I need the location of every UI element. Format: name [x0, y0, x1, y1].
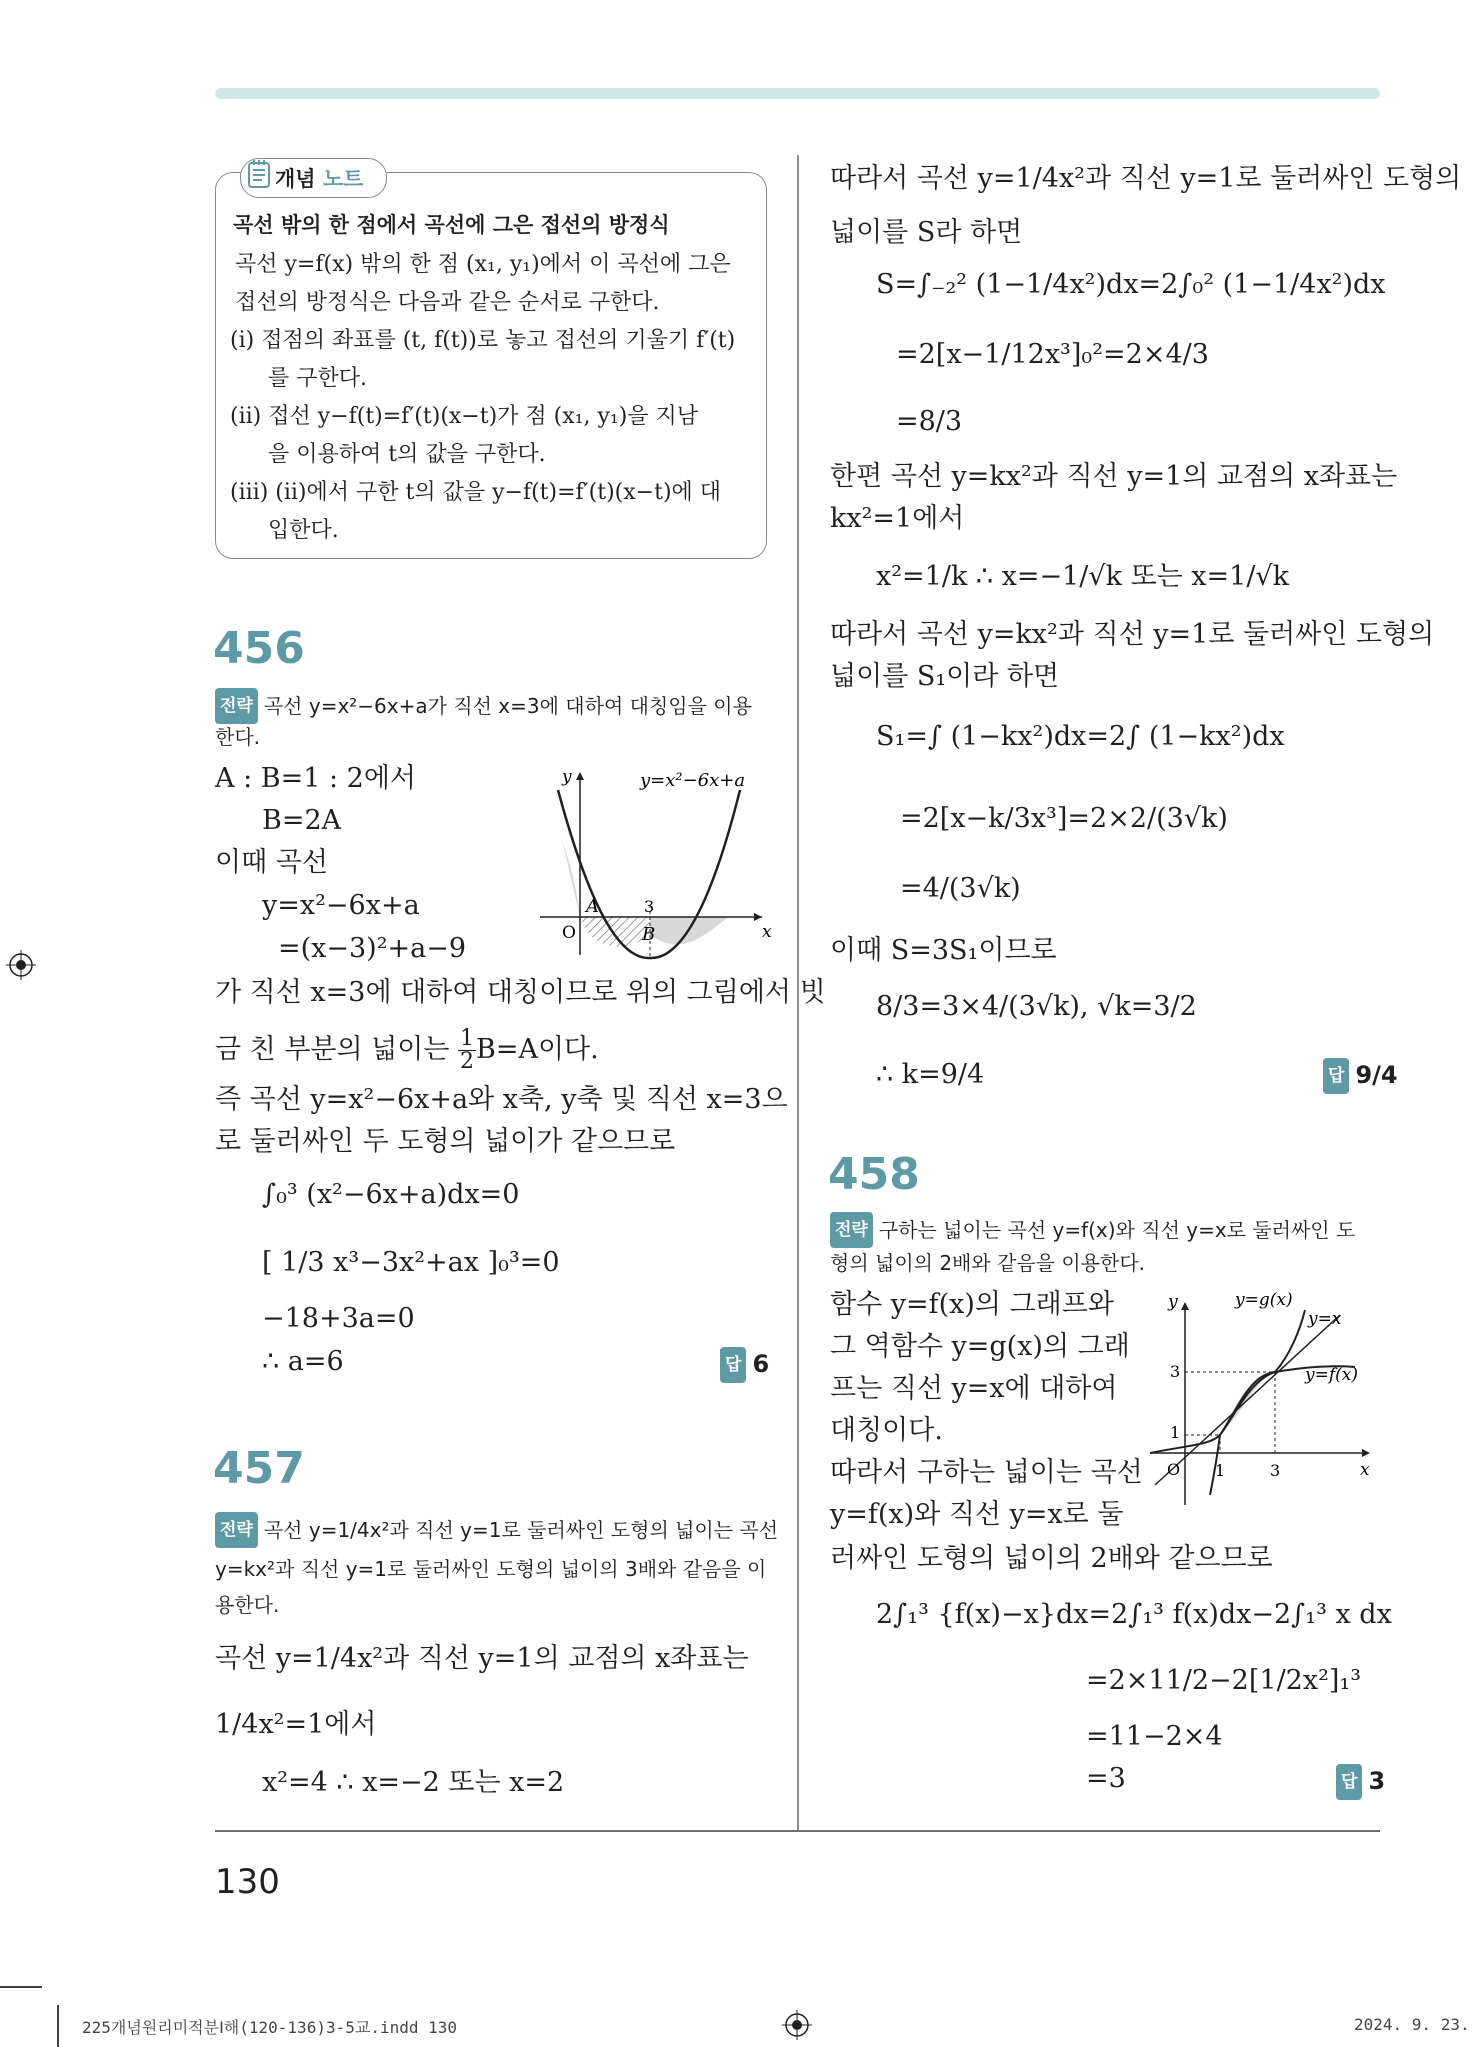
y-label: y: [1168, 1292, 1178, 1312]
solution-line: 넓이를 S라 하면: [830, 217, 1023, 248]
solution-equation: S₁=∫ (1−kx²)dx=2∫ (1−kx²)dx: [876, 721, 1285, 752]
solution-equation: ∴ k=9/4: [876, 1059, 985, 1090]
registration-mark-icon: [782, 2010, 812, 2040]
x-label: x: [1360, 1460, 1370, 1480]
problem-number-456: 456: [213, 623, 305, 674]
inverse-function-graph: [1140, 1285, 1380, 1515]
solution-line: 러싸인 도형의 넓이의 2배와 같으므로: [830, 1543, 1273, 1574]
solution-equation: =2[x−k/3x³]=2×2/(3√k): [900, 803, 1228, 834]
tick-3-label: 3: [644, 897, 655, 916]
solution-line: 대칭이다.: [830, 1415, 943, 1446]
strategy-456-cont: 한다.: [215, 725, 260, 749]
curve-label: y=x²−6x+a: [640, 770, 746, 791]
solution-line: 프는 직선 y=x에 대하여: [830, 1373, 1118, 1404]
strategy-458-cont: 형의 넓이의 2배와 같음을 이용한다.: [830, 1251, 1145, 1275]
tick-y3-label: 3: [1170, 1362, 1181, 1381]
solution-line: 그 역함수 y=g(x)의 그래: [830, 1331, 1130, 1362]
tick-y1-label: 1: [1170, 1423, 1181, 1442]
solution-line: y=x²−6x+a: [262, 890, 420, 921]
solution-equation: 8/3=3×4/(3√k), √k=3/2: [876, 991, 1197, 1022]
strategy-458: 전략 구하는 넓이는 곡선 y=f(x)와 직선 y=x로 둘러싸인 도: [830, 1212, 1355, 1248]
strategy-457-cont: 용한다.: [215, 1593, 280, 1617]
yx-label: y=x: [1308, 1309, 1342, 1329]
solution-equation: =11−2×4: [1086, 1721, 1223, 1752]
x-label: x: [762, 922, 772, 942]
solution-line: 가 직선 x=3에 대하여 대칭이므로 위의 그림에서 빗: [215, 977, 826, 1008]
answer-457: 답 9/4: [1323, 1058, 1398, 1094]
problem-number-457: 457: [213, 1443, 305, 1494]
solution-line: 1/4x²=1에서: [215, 1709, 377, 1740]
solution-line: kx²=1에서: [830, 503, 965, 534]
note-line: 입한다.: [268, 518, 339, 543]
solution-line: x²=4 ∴ x=−2 또는 x=2: [262, 1767, 565, 1798]
note-heading: 곡선 밖의 한 점에서 곡선에 그은 접선의 방정식: [233, 213, 670, 237]
solution-line: A : B=1 : 2에서: [215, 763, 417, 794]
f-label: y=f(x): [1305, 1365, 1358, 1385]
solution-equation: =3: [1086, 1763, 1126, 1794]
top-accent-bar: [215, 88, 1380, 99]
note-line: 를 구한다.: [268, 366, 367, 391]
solution-line: 로 둘러싸인 두 도형의 넓이가 같으므로: [215, 1126, 676, 1157]
solution-equation: 2∫₁³ {f(x)−x}dx=2∫₁³ f(x)dx−2∫₁³ x dx: [876, 1599, 1392, 1630]
solution-line: 한편 곡선 y=kx²과 직선 y=1의 교점의 x좌표는: [830, 461, 1398, 492]
parabola-graph: [540, 760, 780, 960]
solution-line: 넓이를 S₁이라 하면: [830, 661, 1060, 692]
page-number: 130: [215, 1862, 280, 1902]
tick-x1-label: 1: [1215, 1461, 1226, 1480]
solution-equation: =2[x−1/12x³]₀²=2×4/3: [896, 339, 1209, 370]
solution-equation: −18+3a=0: [262, 1303, 415, 1334]
g-label: y=g(x): [1235, 1290, 1293, 1310]
solution-equation: =4/(3√k): [900, 873, 1021, 904]
solution-equation: =2×11/2−2[1/2x²]₁³: [1086, 1665, 1362, 1696]
origin-label: O: [1167, 1460, 1181, 1479]
solution-line: y=f(x)와 직선 y=x로 둘: [830, 1499, 1124, 1530]
solution-line: 따라서 구하는 넓이는 곡선: [830, 1457, 1143, 1488]
solution-line: 따라서 곡선 y=kx²과 직선 y=1로 둘러싸인 도형의: [830, 619, 1435, 650]
answer-458: 답 3: [1336, 1764, 1385, 1800]
solution-line: 이때 S=3S₁이므로: [830, 935, 1057, 966]
solution-equation: ∴ a=6: [262, 1346, 344, 1377]
solution-line: 즉 곡선 y=x²−6x+a와 x축, y축 및 직선 x=3으: [215, 1084, 788, 1115]
origin-label: O: [562, 923, 576, 943]
solution-equation: S=∫₋₂² (1−1/4x²)dx=2∫₀² (1−1/4x²)dx: [876, 269, 1386, 300]
registration-mark-icon: [6, 950, 36, 980]
y-label: y: [562, 767, 572, 787]
region-a-label: A: [586, 896, 599, 917]
solution-equation: =8/3: [896, 406, 963, 437]
notepad-icon: [246, 158, 272, 190]
solution-line: 금 친 부분의 넓이는 $\frac{1}{2}$ B=A이다.: [215, 1026, 599, 1074]
region-b-label: B: [642, 924, 656, 945]
solution-line: 이때 곡선: [215, 847, 328, 878]
bottom-rule: [215, 1830, 1380, 1832]
solution-line: 함수 y=f(x)의 그래프와: [830, 1289, 1114, 1320]
region-b-hatched: [580, 917, 650, 947]
footer-file-info: 225개념원리미적분Ⅰ해(120-136)3-5교.indd 130: [82, 2018, 458, 2037]
strategy-457: 전략 곡선 y=1/4x²과 직선 y=1로 둘러싸인 도형의 넓이는 곡선: [215, 1512, 778, 1548]
tick-x3-label: 3: [1270, 1461, 1281, 1480]
answer-456: 답 6: [720, 1347, 769, 1383]
strategy-456: 전략 곡선 y=x²−6x+a가 직선 x=3에 대하여 대칭임을 이용: [215, 688, 752, 724]
solution-equation: [ 1/3 x³−3x²+ax ]₀³=0: [262, 1247, 560, 1278]
solution-line: 곡선 y=1/4x²과 직선 y=1의 교점의 x좌표는: [215, 1643, 749, 1674]
problem-number-458: 458: [828, 1149, 920, 1200]
solution-line: B=2A: [262, 805, 342, 836]
line-y-equals-x: [1155, 1315, 1340, 1485]
strategy-457-cont: y=kx²과 직선 y=1로 둘러싸인 도형의 넓이의 3배와 같음을 이: [215, 1557, 767, 1581]
solution-line: 따라서 곡선 y=1/4x²과 직선 y=1로 둘러싸인 도형의: [830, 163, 1462, 194]
solution-equation: ∫₀³ (x²−6x+a)dx=0: [262, 1179, 520, 1210]
crop-mark: [57, 2005, 59, 2047]
footer-date: 2024. 9. 23.: [1354, 2015, 1470, 2034]
note-line: 곡선 y=f(x) 밖의 한 점 (x₁, y₁)에서 이 곡선에 그은: [235, 252, 731, 277]
solution-equation: x²=1/k ∴ x=−1/√k 또는 x=1/√k: [876, 561, 1289, 592]
note-line: (ⅱ) 접선 y−f(t)=f′(t)(x−t)가 점 (x₁, y₁)을 지남: [230, 404, 699, 429]
note-line: 접선의 방정식은 다음과 같은 순서로 구한다.: [235, 290, 660, 315]
note-line: (ⅲ) (ⅱ)에서 구한 t의 값을 y−f(t)=f′(t)(x−t)에 대: [230, 480, 722, 505]
note-line: (ⅰ) 접점의 좌표를 (t, f(t))로 놓고 접선의 기울기 f′(t): [230, 328, 736, 353]
solution-line: =(x−3)²+a−9: [278, 933, 467, 964]
note-line: 을 이용하여 t의 값을 구한다.: [268, 442, 546, 467]
concept-note-title: 개념 노트: [275, 167, 364, 191]
crop-mark: [0, 1986, 42, 1988]
